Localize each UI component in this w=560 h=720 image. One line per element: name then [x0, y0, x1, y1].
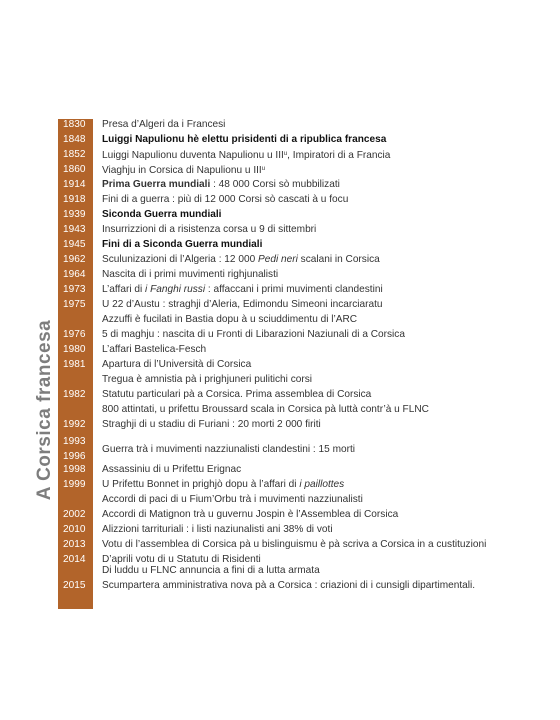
- timeline-text: Apartura di l’Università di Corsica: [102, 359, 252, 370]
- timeline-year: 2013: [63, 539, 86, 550]
- timeline-row: [58, 269, 528, 284]
- timeline: [58, 119, 528, 595]
- timeline-row: [58, 149, 528, 164]
- timeline-row: [58, 389, 528, 404]
- timeline-row: [58, 164, 528, 179]
- timeline-text: 800 attintati, u prifettu Broussard scala in Corsica pà luttà contr’à u FLNC: [102, 404, 429, 415]
- timeline-year: 1993 1996: [63, 436, 86, 462]
- timeline-row: [58, 224, 528, 239]
- timeline-text: 5 di maghju : nascita di u Fronti di Libarazioni Naziunali di a Corsica: [102, 329, 405, 340]
- timeline-row: [58, 524, 528, 539]
- timeline-text: U Prifettu Bonnet in prighjò dopu à l’affari di i paillottes: [102, 479, 345, 490]
- side-title-text: A Corsica francesa: [34, 319, 55, 501]
- timeline-text: Siconda Guerra mundiali: [102, 209, 222, 220]
- timeline-year: 1945: [63, 239, 86, 250]
- timeline-text: Luiggi Napulionu hè elettu prisidenti di a ripublica francesa: [102, 134, 387, 145]
- timeline-text: L’affari Bastelica-Fesch: [102, 344, 207, 355]
- timeline-text: Accordi di paci di u Fium’Orbu trà i muvimenti nazziunalisti: [102, 494, 363, 505]
- timeline-text: Azzuffi è fucilati in Bastia dopu à u sciuddimentu di l’ARC: [102, 314, 358, 325]
- timeline-row: [58, 464, 528, 479]
- timeline-text: Fini di a guerra : più di 12 000 Corsi sò cascati à u focu: [102, 194, 349, 205]
- timeline-row: [58, 479, 528, 494]
- timeline-row: [58, 254, 528, 269]
- timeline-text: Assassiniu di u Prifettu Erignac: [102, 464, 242, 475]
- timeline-row: [58, 134, 528, 149]
- timeline-year: 1852: [63, 149, 86, 160]
- timeline-year: 1962: [63, 254, 86, 265]
- timeline-row: [58, 299, 528, 314]
- timeline-year: 1982: [63, 389, 86, 400]
- timeline-year: 1918: [63, 194, 86, 205]
- timeline-row: [58, 419, 528, 434]
- timeline-row: [58, 539, 528, 554]
- timeline-text: Prima Guerra mundiali : 48 000 Corsi sò mubbilizati: [102, 179, 340, 190]
- timeline-text: Alizzioni tarrituriali : i listi naziunalisti ani 38% di voti: [102, 524, 333, 535]
- timeline-text: Presa d’Algeri da i Francesi: [102, 119, 226, 130]
- timeline-row: [58, 554, 528, 580]
- timeline-text: Accordi di Matignon trà u guvernu Jospin è l’Assemblea di Corsica: [102, 509, 399, 520]
- timeline-text: L’affari di i Fanghi russi : affaccani i primi muvimenti clandestini: [102, 284, 383, 295]
- timeline-row: [58, 494, 528, 509]
- timeline-row: [58, 344, 528, 359]
- timeline-year: 1981: [63, 359, 86, 370]
- timeline-row: [58, 329, 528, 344]
- timeline-row: [58, 209, 528, 224]
- timeline-text: Statutu particulari pà a Corsica. Prima assemblea di Corsica: [102, 389, 372, 400]
- timeline-row: [58, 314, 528, 329]
- timeline-text: D’aprili votu di u Statutu di Risidenti Di luddu u FLNC annuncia a fini di a lutta armata: [102, 554, 320, 576]
- timeline-year: 1964: [63, 269, 86, 280]
- timeline-year: 2002: [63, 509, 86, 520]
- timeline-text: Viaghju in Corsica di Napulionu u III$^u$: [102, 165, 266, 176]
- timeline-year: 1830: [63, 119, 86, 130]
- timeline-year: 2014: [63, 554, 86, 565]
- timeline-text: Votu di l’assemblea di Corsica pà u bislinguismu è pà scriva a Corsica in a custituzioni: [102, 539, 487, 550]
- timeline-year: 1975: [63, 299, 86, 310]
- timeline-text: Tregua è amnistia pà i prighjuneri pulitichi corsi: [102, 374, 313, 385]
- timeline-year: 1998: [63, 464, 86, 475]
- timeline-text: Straghji di u stadiu di Furiani : 20 morti 2 000 firiti: [102, 419, 321, 430]
- timeline-year: 1939: [63, 209, 86, 220]
- timeline-year: 1973: [63, 284, 86, 295]
- timeline-year: 1943: [63, 224, 86, 235]
- timeline-row: [58, 404, 528, 419]
- timeline-text: U 22 d’Austu : straghji d’Aleria, Edimondu Simeoni incarciaratu: [102, 299, 383, 310]
- timeline-row: [58, 179, 528, 194]
- timeline-year: 2010: [63, 524, 86, 535]
- timeline-year: 1860: [63, 164, 86, 175]
- timeline-row: [58, 580, 528, 595]
- timeline-year: 1980: [63, 344, 86, 355]
- timeline-text: Fini di a Siconda Guerra mundiali: [102, 239, 263, 250]
- timeline-row: [58, 119, 528, 134]
- timeline-text: Scumpartera amministrativa nova pà a Corsica : criazioni di i cunsigli dipartimentali.: [102, 580, 476, 591]
- timeline-year: 1848: [63, 134, 86, 145]
- timeline-row: [58, 374, 528, 389]
- timeline-text: Insurrizzioni di a risistenza corsa u 9 di sittembri: [102, 224, 317, 235]
- timeline-year: 2015: [63, 580, 86, 591]
- timeline-year: 1914: [63, 179, 86, 190]
- timeline-text: Nascita di i primi muvimenti righjunalisti: [102, 269, 279, 280]
- timeline-year: 1999: [63, 479, 86, 490]
- timeline-row: [58, 359, 528, 374]
- timeline-row: [58, 509, 528, 524]
- timeline-year: 1976: [63, 329, 86, 340]
- timeline-text: Sculunizazioni di l’Algeria : 12 000 Pedi neri scalani in Corsica: [102, 254, 380, 265]
- timeline-year: 1992: [63, 419, 86, 430]
- timeline-row: [58, 194, 528, 209]
- timeline-row: [58, 434, 528, 464]
- timeline-row: [58, 239, 528, 254]
- timeline-text: Luiggi Napulionu duventa Napulionu u III$^u$, Impiratori di a Francia: [102, 150, 391, 161]
- timeline-text: Guerra trà i muvimenti nazziunalisti clandestini : 15 morti: [102, 443, 356, 455]
- timeline-row: [58, 284, 528, 299]
